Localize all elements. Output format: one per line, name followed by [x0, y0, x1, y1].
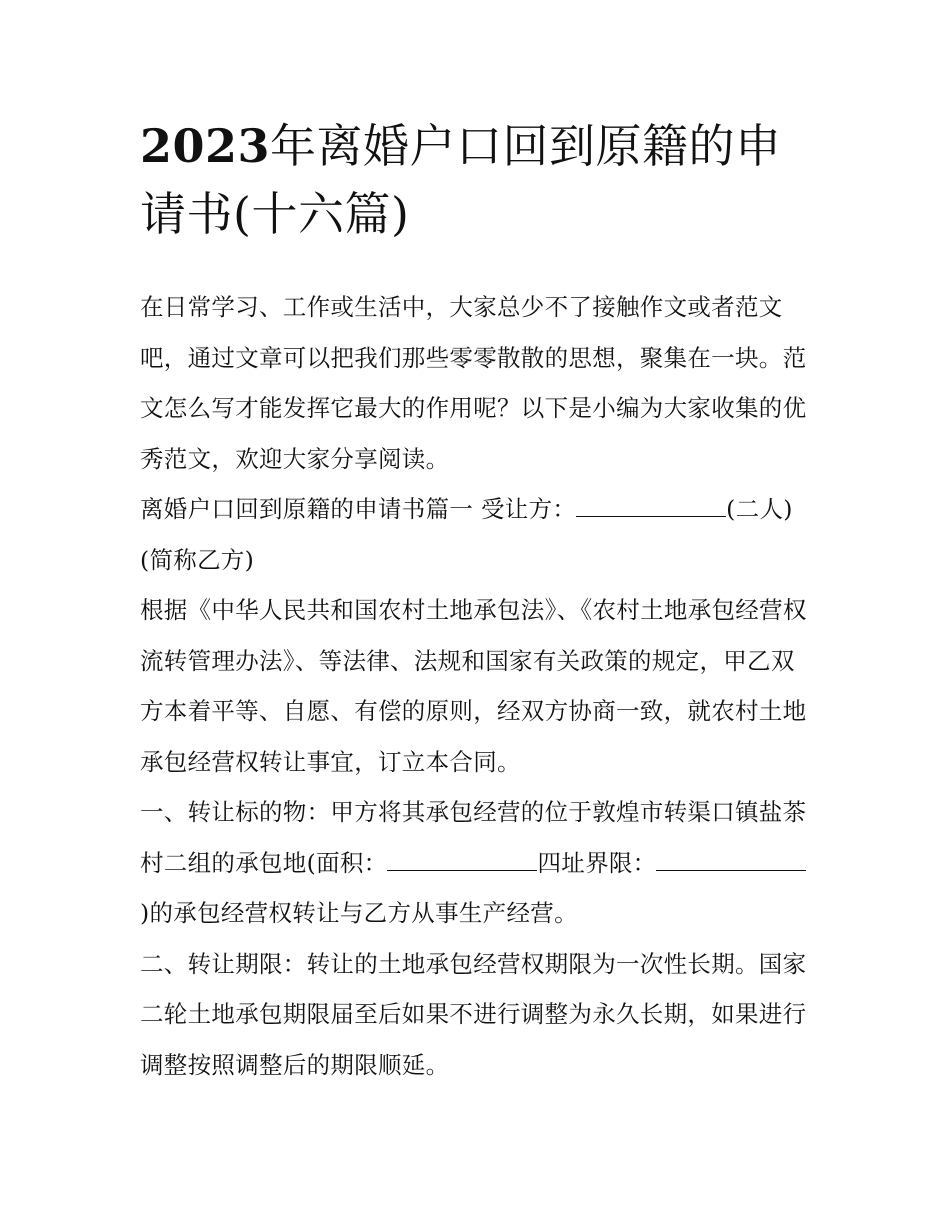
boundary-blank [656, 842, 806, 871]
document-title [140, 112, 812, 248]
intro-paragraph: 在日常学习、工作或生活中，大家总少不了接触作文或者范文吧，通过文章可以把我们那些零零散散的思想，聚集在一块。范文怎么写才能发挥它最大的作用呢？以下是小编为大家收集的优秀范文，欢迎大家分享阅读。 [140, 293, 807, 473]
assignee-label: 离婚户口回到原籍的申请书篇一 受让方： [140, 495, 577, 523]
document-page [140, 112, 812, 1090]
assignee-note: (二人)(简称乙方) [140, 495, 793, 574]
legal-basis-paragraph: 根据《中华人民共和国农村土地承包法》、《农村土地承包经营权流转管理办法》、等法律、法规和国家有关政策的规定，甲乙双方本着平等、自愿、有偿的原则，经双方协商一致，就农村土地承包经营权转让事宜，订立本合同。 [140, 596, 807, 776]
assignee-blank [576, 488, 726, 517]
title-text: 年离婚户口回到原籍的申请书(十六篇) [140, 119, 782, 241]
boundary-label: 四址界限： [537, 848, 657, 877]
area-blank [387, 842, 537, 871]
title-year: 2023 [140, 119, 271, 173]
document-body [140, 282, 812, 1090]
transfer-object-end: )的承包经营权转让与乙方从事生产经营。 [140, 899, 578, 927]
section-one-heading-paragraph [140, 484, 812, 585]
transfer-term-paragraph: 二、转让期限：转让的土地承包经营权期限为一次性长期。国家二轮土地承包期限届至后如果不进行调整为永久长期，如果进行调整按照调整后的期限顺延。 [140, 949, 807, 1079]
transfer-object-text: 一、转让标的物：甲方将其承包经营的位于敦煌市转渠口镇盐茶村二组的承包地(面积： [140, 798, 807, 877]
transfer-object-paragraph [140, 787, 812, 939]
